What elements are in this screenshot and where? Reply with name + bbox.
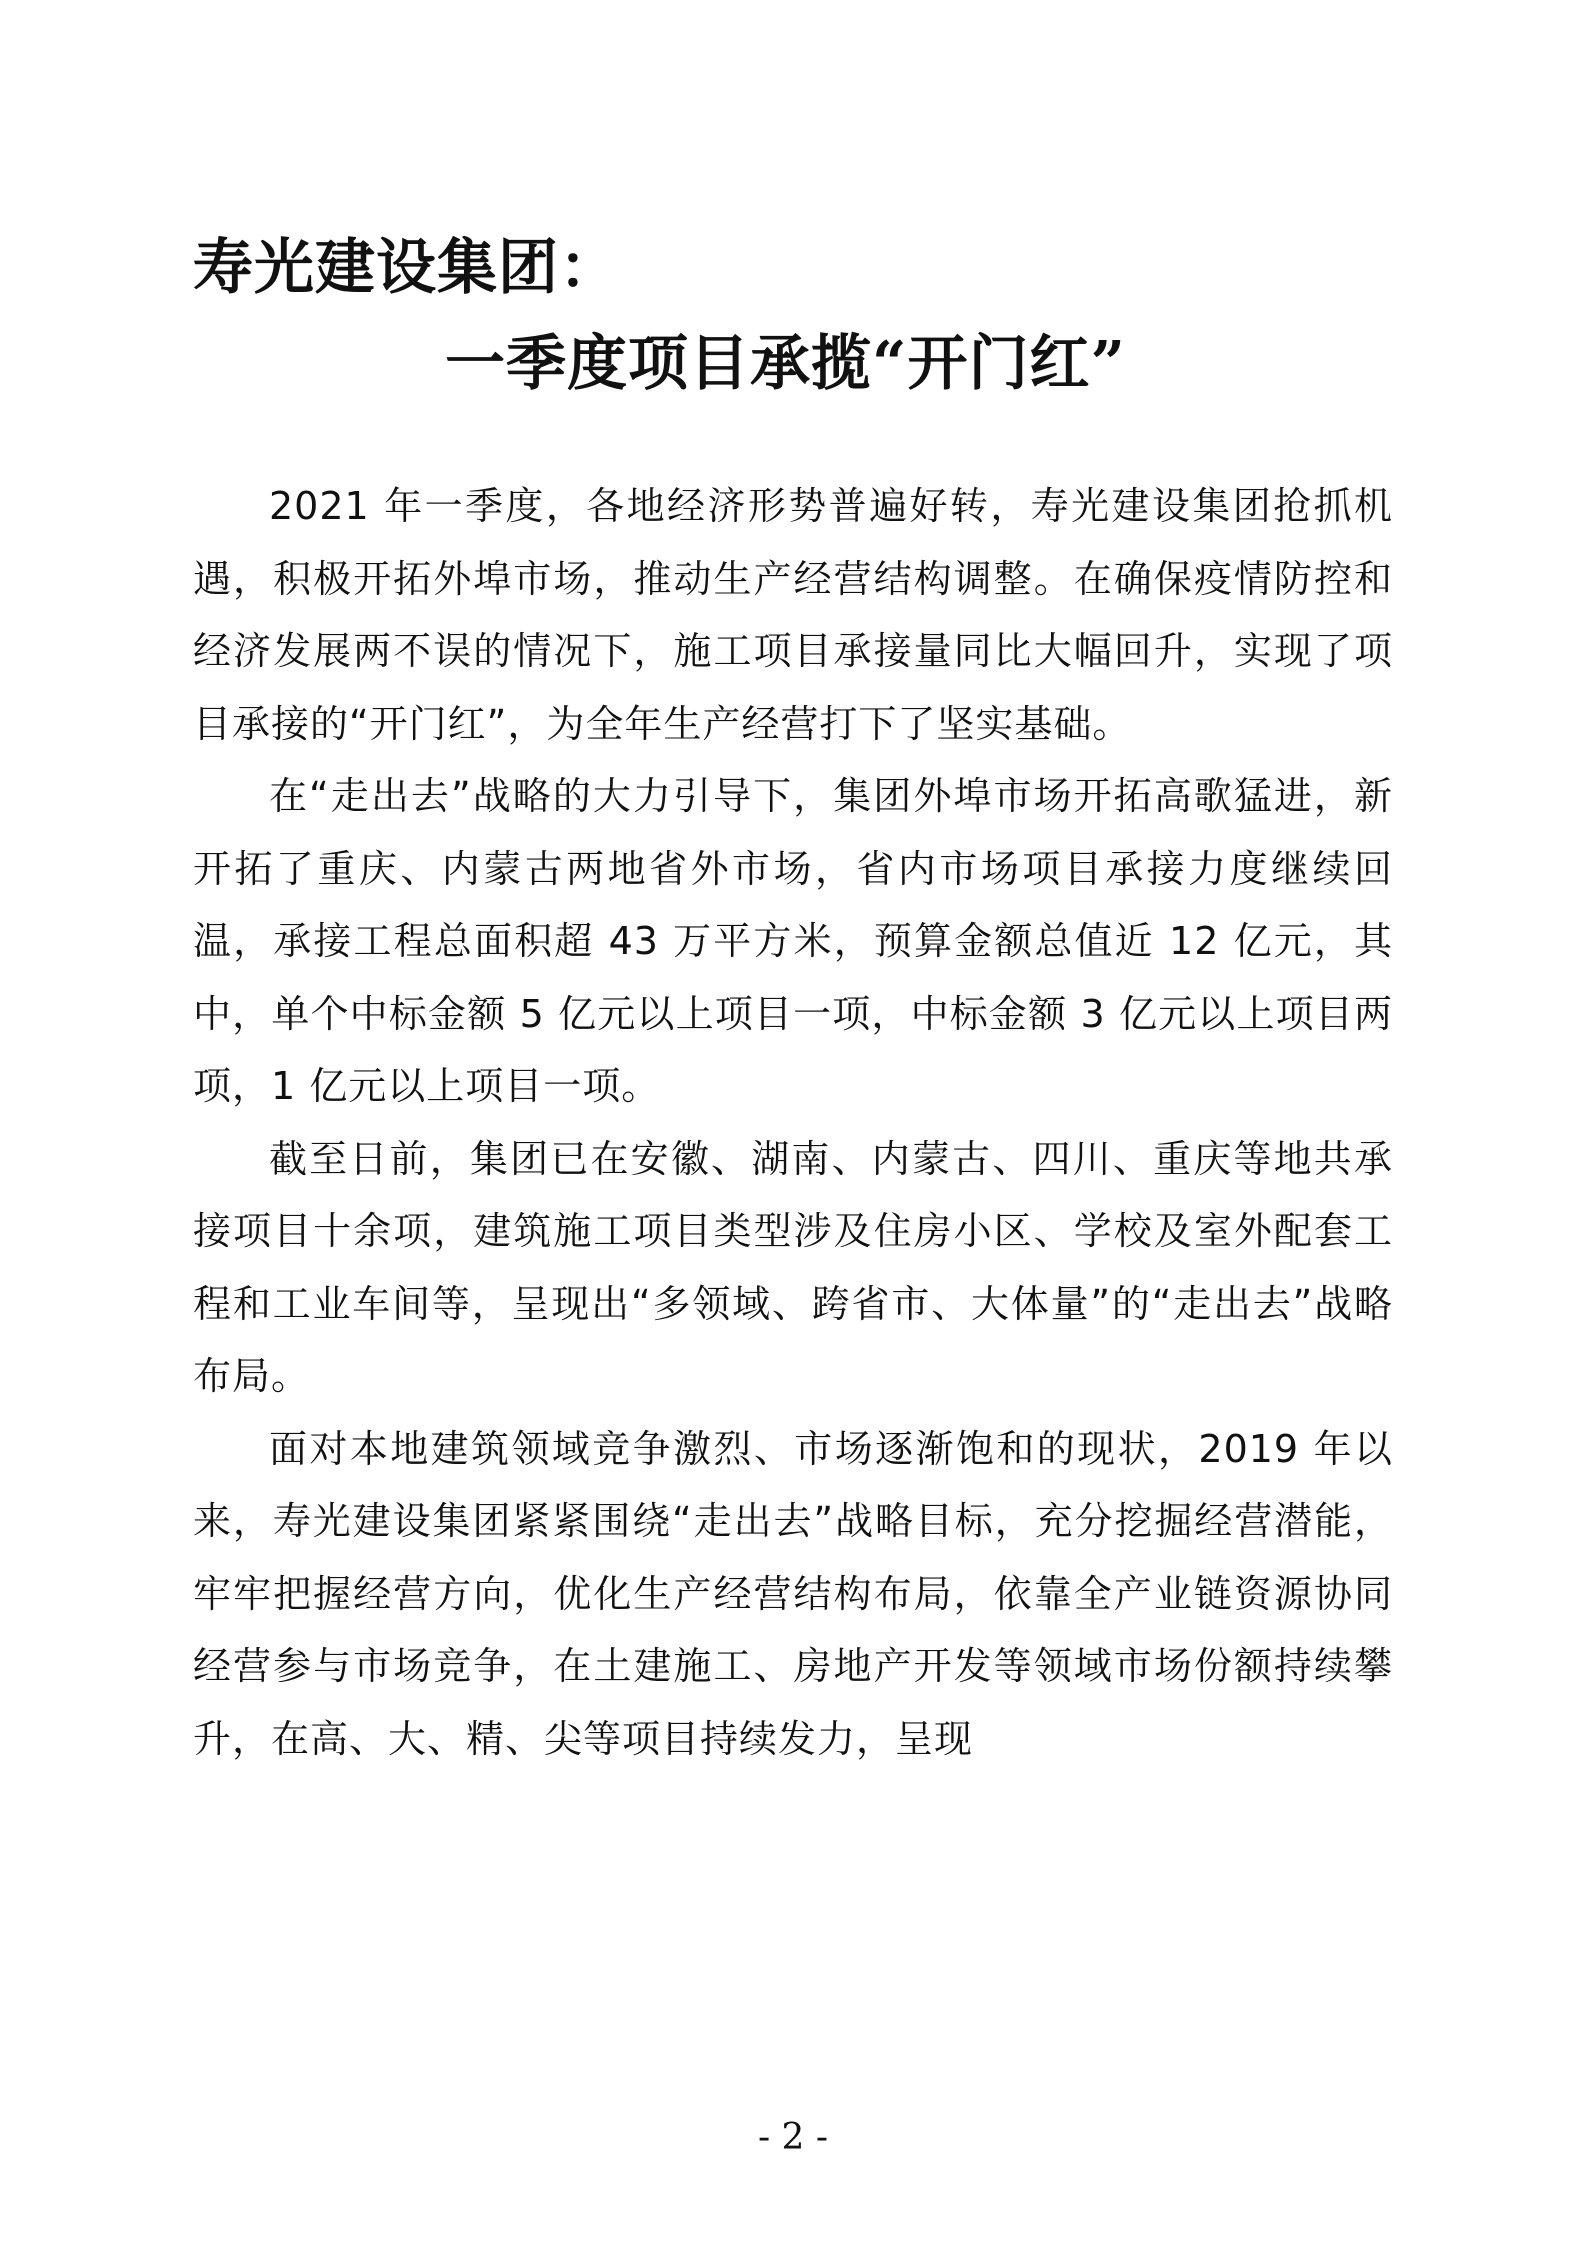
article-body [193,470,1393,1775]
paragraph-4: 面对本地建筑领域竞争激烈、市场逐渐饱和的现状，2019 年以来，寿光建设集团紧紧围绕“走出去”战略目标，充分挖掘经营潜能，牢牢把握经营方向，优化生产经营结构布局，依靠全产业链资源协同经营参与市场竞争，在土建施工、房地产开发等领域市场份额持续攀升，在高、大、精、尖等项目持续发力，呈现 [193,1426,1393,1761]
page-footer [0,2118,1586,2158]
paragraph-1: 2021 年一季度，各地经济形势普遍好转，寿光建设集团抢抓机遇，积极开拓外埠市场，推动生产经营结构调整。在确保疫情防控和经济发展两不误的情况下，施工项目承接量同比大幅回升，实现了项目承接的“开门红”，为全年生产经营打下了坚实基础。 [193,484,1393,746]
page-number: - 2 - [757,2117,829,2158]
title-line-1: 寿光建设集团： [193,233,620,303]
article-title [193,220,1393,412]
paragraph-3: 截至日前，集团已在安徽、湖南、内蒙古、四川、重庆等地共承接项目十余项，建筑施工项目类型涉及住房小区、学校及室外配套工程和工业车间等，呈现出“多领域、跨省市、大体量”的“走出去”战略布局。 [193,1136,1393,1398]
paragraph-2: 在“走出去”战略的大力引导下，集团外埠市场开拓高歌猛进，新开拓了重庆、内蒙古两地省外市场，省内市场项目承接力度继续回温，承接工程总面积超 43 万平方米，预算金额总值近 12 亿元，其中，单个中标金额 5 亿元以上项目一项，中标金额 3 亿元以上项目两项，1 亿元以上项目一项。 [193,774,1393,1108]
title-line-2: 一季度项目承揽“开门红” [445,329,1127,399]
